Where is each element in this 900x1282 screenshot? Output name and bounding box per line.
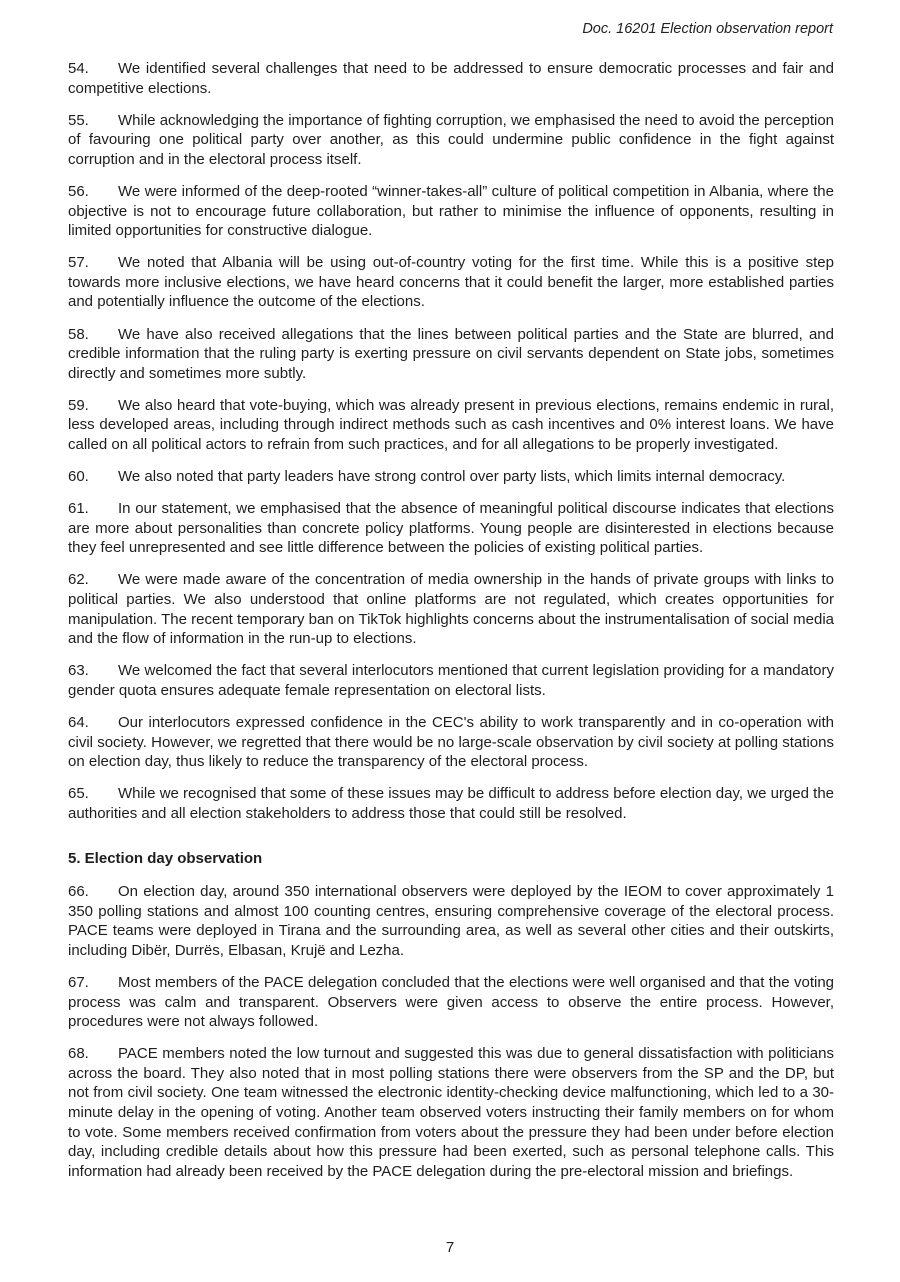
paragraph: [68, 882, 834, 960]
page-number: 7: [445, 1239, 455, 1256]
paragraph-number: 61.: [68, 500, 89, 518]
paragraph: [68, 59, 834, 98]
paragraph-text: Most members of the PACE delegation concluded that the elections were well organised and that the voting process was calm and transparent. Observers were given access to observe the entire process. However, procedures were not always followed.: [68, 973, 834, 1031]
paragraph-number: 54.: [68, 60, 89, 77]
paragraph-number: 56.: [68, 182, 89, 200]
paragraph-number: 58.: [68, 325, 89, 343]
paragraph-number: 62.: [68, 571, 89, 589]
paragraph-text: While acknowledging the importance of fighting corruption, we emphasised the need to avoid the perception of favouring one political party over another, as this could undermine public confidence in the fight against corruption and in the electoral process itself.: [68, 111, 834, 168]
paragraph-number: 63.: [68, 662, 89, 680]
paragraph: [68, 467, 834, 487]
paragraph-text: We noted that Albania will be using out-of-country voting for the first time. While this is a positive step towards more inclusive elections, we have heard concerns that it could benefit the larger, more established parties and potentially influence the outcome of the elections.: [68, 254, 834, 311]
paragraph-text: We welcomed the fact that several interlocutors mentioned that current legislation providing for a mandatory gender quota ensures adequate female representation on electoral lists.: [68, 662, 834, 699]
page-content: [68, 59, 834, 1194]
paragraph: [68, 499, 834, 558]
paragraph-text: On election day, around 350 international observers were deployed by the IEOM to cover approximately 1 350 polling stations and almost 100 counting centres, ensuring comprehensive coverage of the electoral process. PACE teams were deployed in Tirana and the surrounding area, as well as several other cities and their outskirts, including Dibër, Durrës, Elbasan, Krujë and Lezha.: [68, 883, 834, 959]
paragraph: [68, 1044, 834, 1181]
paragraph-text: We identified several challenges that need to be addressed to ensure democratic processes and fair and competitive elections.: [68, 60, 834, 97]
paragraph-number: 55.: [68, 111, 89, 129]
paragraph-text: We have also received allegations that the lines between political parties and the State are blurred, and credible information that the ruling party is exerting pressure on civil servants dependent on State jobs, sometimes directly and sometimes more subtly.: [68, 325, 834, 382]
paragraph-text: We also noted that party leaders have strong control over party lists, which limits internal democracy.: [118, 468, 786, 486]
paragraph: [68, 713, 834, 772]
paragraph: [68, 661, 834, 700]
paragraph: [68, 253, 834, 312]
paragraph: [68, 325, 834, 384]
paragraph-number: 68.: [68, 1045, 89, 1063]
paragraph: [68, 973, 834, 1032]
paragraph-text: PACE members noted the low turnout and suggested this was due to general dissatisfaction with politicians across the board. They also noted that in most polling stations there were observers from the SP and the DP, but not from civil society. One team witnessed the electronic identity-checking device malfunctioning, which led to a 30-minute delay in the opening of voting. Another team observed voters instructing their family members on for whom to vote. Some members received confirmation from voters about the pressure they had been under before election day, including credible details about how this pressure had been exerted, such as personal telephone calls. This information had already been received by the PACE delegation during the pre-electoral mission and briefings.: [68, 1045, 834, 1180]
paragraph: [68, 111, 834, 170]
paragraph-text: We were made aware of the concentration of media ownership in the hands of private groups with links to political parties. We also understood that online platforms are not regulated, which creates opportunities for manipulation. The recent temporary ban on TikTok highlights concerns about the instrumentalisation of social media and the flow of information in the run-up to elections.: [68, 571, 834, 648]
paragraph-text: In our statement, we emphasised that the absence of meaningful political discourse indicates that elections are more about personalities than concrete policy platforms. Young people are disinterested in elections because they feel unrepresented and see little difference between the policies of existing political parties.: [68, 500, 834, 557]
paragraph: [68, 570, 834, 648]
paragraph-text: We also heard that vote-buying, which was already present in previous elections, remains endemic in rural, less developed areas, including through indirect methods such as cash incentives and 0% interest loans. We have called on all political actors to refrain from such practices, and for all allegations to be properly investigated.: [68, 396, 834, 453]
paragraph-number: 67.: [68, 973, 89, 991]
paragraph-text: While we recognised that some of these issues may be difficult to address before election day, we urged the authorities and all election stakeholders to address those that could still be resolved.: [68, 785, 834, 822]
paragraph-number: 59.: [68, 396, 89, 414]
paragraph: [68, 182, 834, 241]
section-heading: 5. Election day observation: [68, 849, 263, 867]
paragraph-number: 64.: [68, 714, 89, 732]
paragraph-number: 57.: [68, 254, 89, 272]
running-header: Doc. 16201 Election observation report: [582, 21, 833, 37]
paragraph-number: 60.: [68, 468, 89, 486]
paragraph: [68, 784, 834, 823]
paragraph-text: Our interlocutors expressed confidence in the CEC's ability to work transparently and in co-operation with civil society. However, we regretted that there would be no large-scale observation by civil society at polling stations on election day, thus likely to reduce the transparency of the electoral process.: [68, 714, 834, 771]
paragraph-number: 65.: [68, 785, 89, 803]
paragraph-text: We were informed of the deep-rooted “winner-takes-all” culture of political competition in Albania, where the objective is not to encourage future collaboration, but rather to minimise the influence of opponents, resulting in limited opportunities for constructive dialogue.: [68, 182, 834, 240]
paragraph: [68, 396, 834, 455]
paragraph-number: 66.: [68, 883, 89, 901]
